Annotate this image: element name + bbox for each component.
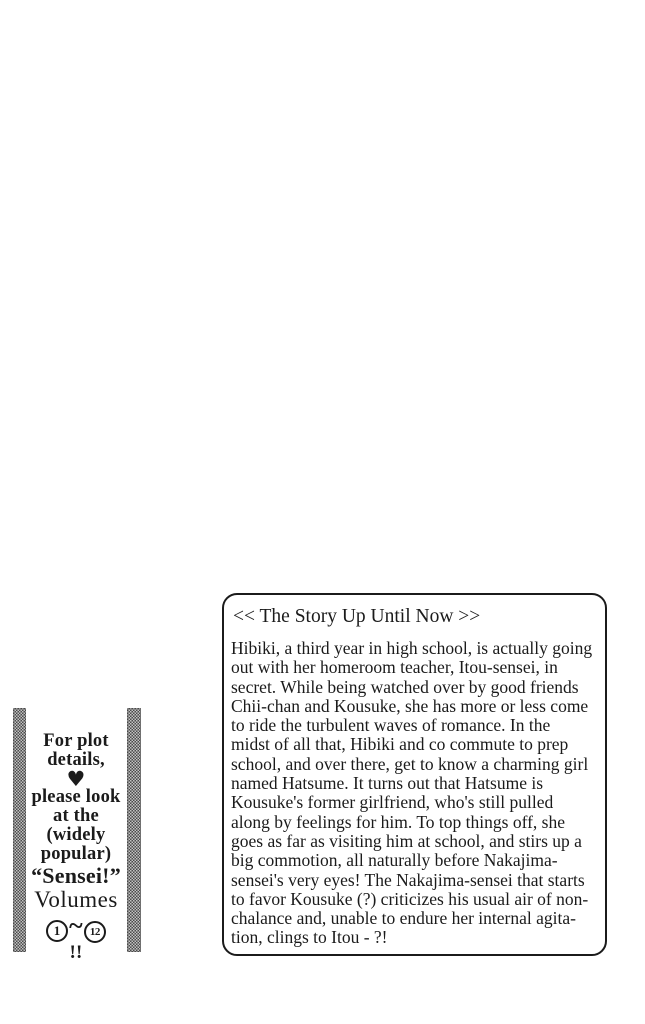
story-line: Hibiki, a third year in high school, is actually going [231,638,593,658]
story-line: sensei's very eyes! The Nakajima-sensei that starts [231,869,585,890]
note-line-popular: popular) [40,844,112,864]
story-line: to favor Kousuke (?) criticizes his usual air of non- [231,888,589,909]
series-title: “Sensei!” [31,863,121,888]
story-line: chalance and, unable to endure her internal agita- [231,908,576,929]
note-line-please-look: please look [31,787,121,807]
note-line-for-plot: For plot [43,731,109,751]
story-line: out with her homeroom teacher, Itou-sensei, in [231,657,558,678]
volume-number-start-icon: 1 [46,920,68,942]
note-line-exclaim: !! [69,942,83,963]
story-line: school, and over there, get to know a charming girl [231,753,589,774]
story-line: along by feelings for him. To top things off, she [231,811,565,832]
note-line-at-the: at the [53,806,99,826]
story-line: big commotion, all naturally before Nakajima- [231,850,558,871]
story-line: tion, clings to Itou - ?! [231,927,388,948]
note-line-details: details, [47,750,105,770]
story-line: to ride the turbulent waves of romance. In the [231,715,551,736]
story-recap-box [222,593,607,956]
story-recap-paragraph [231,639,597,948]
story-line: secret. While being watched over by good friends [231,676,579,697]
story-line: Chii-chan and Kousuke, she has more or less come [231,695,589,716]
note-line-volumes: Volumes [34,887,118,912]
note-text [24,732,128,963]
volume-range [24,913,128,943]
heart-icon: ♥ [66,767,86,791]
story-line: Kousuke's former girlfriend, who's still pulled [231,792,554,813]
tilde-separator: ~ [69,911,83,940]
note-line-widely: (widely [46,825,106,845]
story-recap-title: << The Story Up Until Now >> [233,606,481,627]
volume-number-end-icon: 12 [84,921,106,943]
halftone-bar-right [127,708,141,952]
story-line: goes as far as visiting him at school, and stirs up a [231,830,582,851]
story-line: named Hatsume. It turns out that Hatsume is [231,773,544,794]
plot-details-note [13,708,141,963]
story-line: midst of all that, Hibiki and co commute to prep [231,734,569,755]
